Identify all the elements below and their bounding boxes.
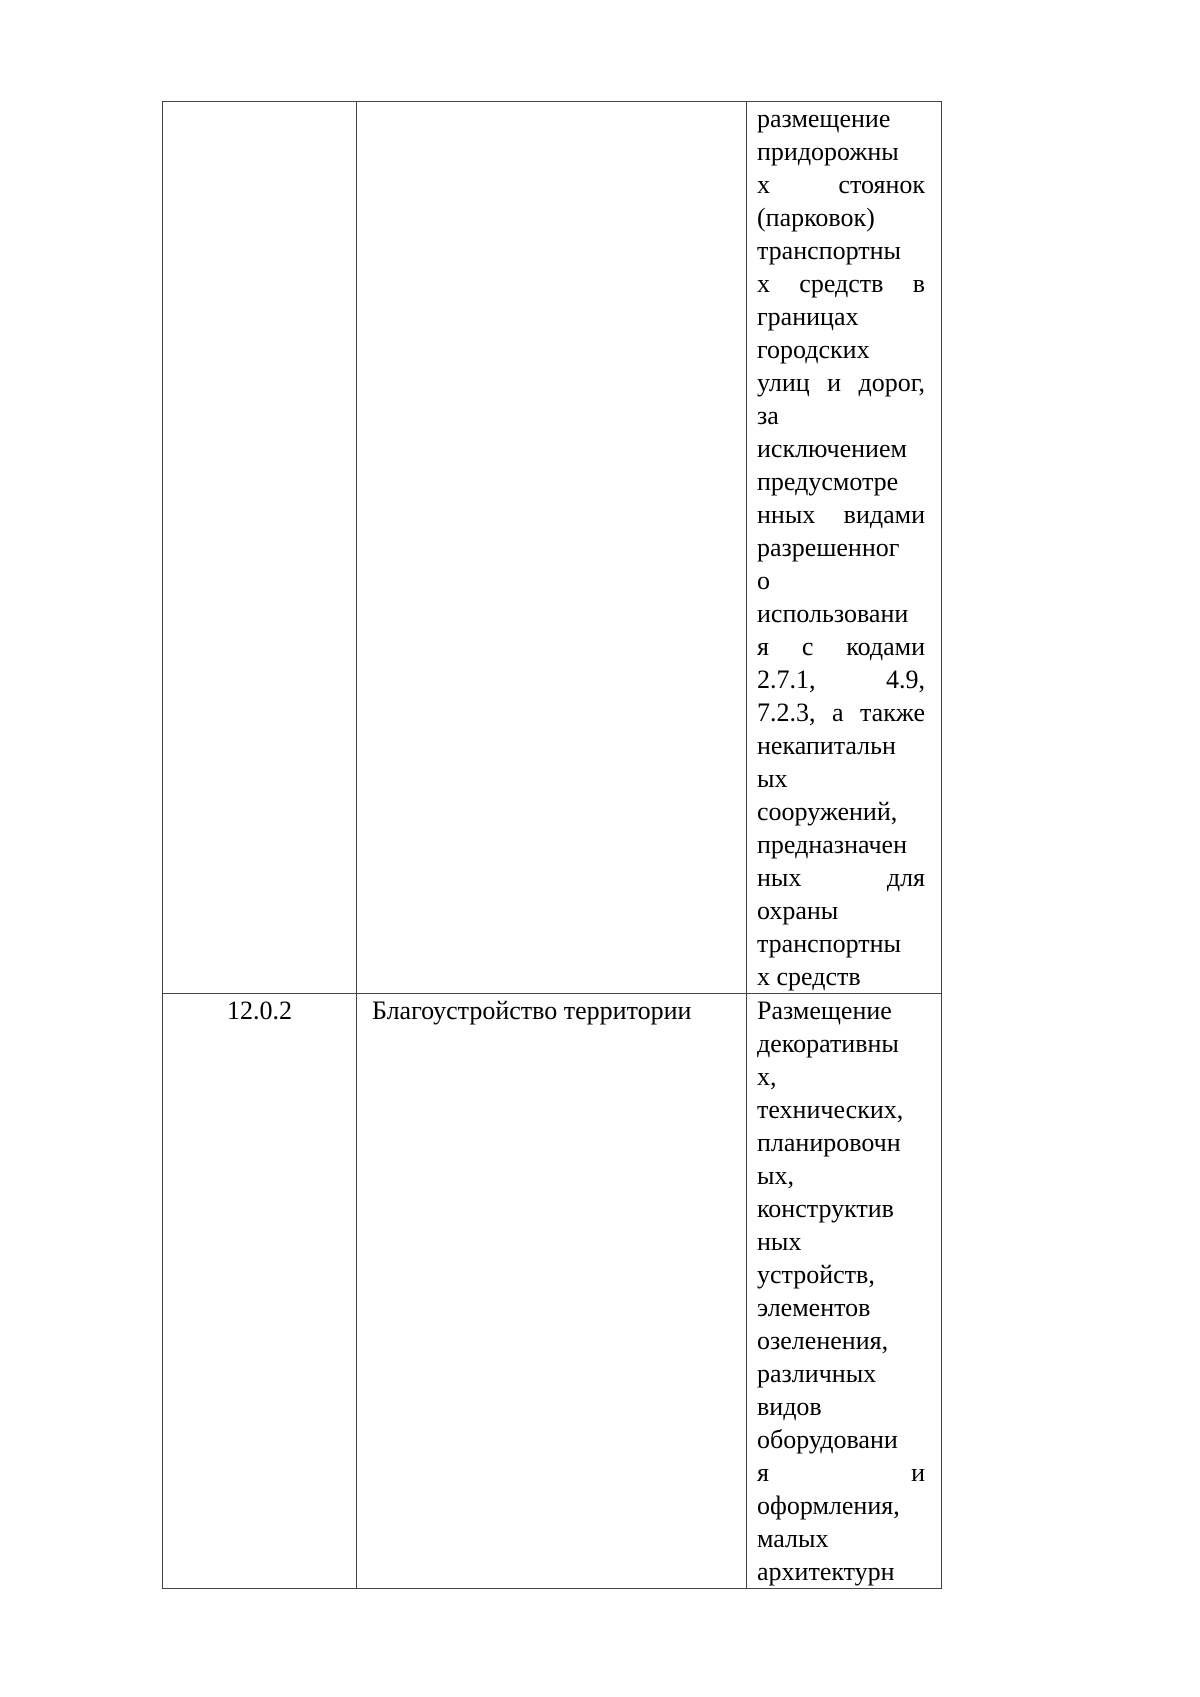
description-line: за xyxy=(757,401,779,430)
description-line: малых xyxy=(757,1524,829,1553)
name-cell xyxy=(357,102,747,994)
description-line: разрешенног xyxy=(757,533,900,562)
description-line: предназначен xyxy=(757,830,908,859)
description-cell xyxy=(747,994,942,1589)
name-cell xyxy=(357,994,747,1589)
table-row xyxy=(163,102,942,994)
description-line: охраны xyxy=(757,896,839,925)
description-line: (парковок) xyxy=(757,203,875,232)
description-line: х средств в xyxy=(757,269,925,298)
code-cell xyxy=(163,994,357,1589)
description-line: транспортны xyxy=(757,236,901,265)
description-line: конструктив xyxy=(757,1194,894,1223)
description-line: я с кодами xyxy=(757,632,925,661)
description-line: границах xyxy=(757,302,859,331)
description-line: элементов xyxy=(757,1293,871,1322)
description-line: я и xyxy=(757,1458,925,1487)
description-line: устройств, xyxy=(757,1260,875,1289)
description-text xyxy=(747,994,941,1588)
description-line: Размещение xyxy=(757,996,892,1025)
description-line: транспортны xyxy=(757,929,901,958)
description-line: некапитальн xyxy=(757,731,896,760)
name-text: Благоустройство территории xyxy=(372,996,692,1025)
description-line: технических, xyxy=(757,1095,904,1124)
description-line: ных xyxy=(757,1227,802,1256)
description-line: оформления, xyxy=(757,1491,900,1520)
description-line: х средств xyxy=(757,962,861,991)
table-row xyxy=(163,994,942,1589)
description-line: размещение xyxy=(757,104,891,133)
description-line: улиц и дорог, xyxy=(757,368,925,397)
description-line: различных xyxy=(757,1359,877,1388)
description-line: архитектурн xyxy=(757,1557,895,1586)
description-line: 7.2.3, а также xyxy=(757,698,925,727)
code-text: 12.0.2 xyxy=(227,996,292,1025)
description-line: х стоянок xyxy=(757,170,925,199)
description-line: озеленения, xyxy=(757,1326,889,1355)
description-line: 2.7.1, 4.9, xyxy=(757,665,925,694)
description-line: видов xyxy=(757,1392,822,1421)
description-cell xyxy=(747,102,942,994)
description-line: предусмотре xyxy=(757,467,899,496)
land-use-table xyxy=(162,101,942,1589)
description-line: х, xyxy=(757,1062,777,1091)
description-line: использовани xyxy=(757,599,909,628)
description-line: ных для xyxy=(757,863,925,892)
description-line: придорожны xyxy=(757,137,899,166)
description-line: о xyxy=(757,566,770,595)
description-line: исключением xyxy=(757,434,907,463)
description-line: ых, xyxy=(757,1161,794,1190)
description-line: ых xyxy=(757,764,788,793)
description-line: оборудовани xyxy=(757,1425,898,1454)
description-line: городских xyxy=(757,335,870,364)
description-text xyxy=(747,102,941,993)
description-line: нных видами xyxy=(757,500,925,529)
description-line: планировочн xyxy=(757,1128,901,1157)
description-line: декоративны xyxy=(757,1029,899,1058)
code-cell xyxy=(163,102,357,994)
description-line: сооружений, xyxy=(757,797,898,826)
